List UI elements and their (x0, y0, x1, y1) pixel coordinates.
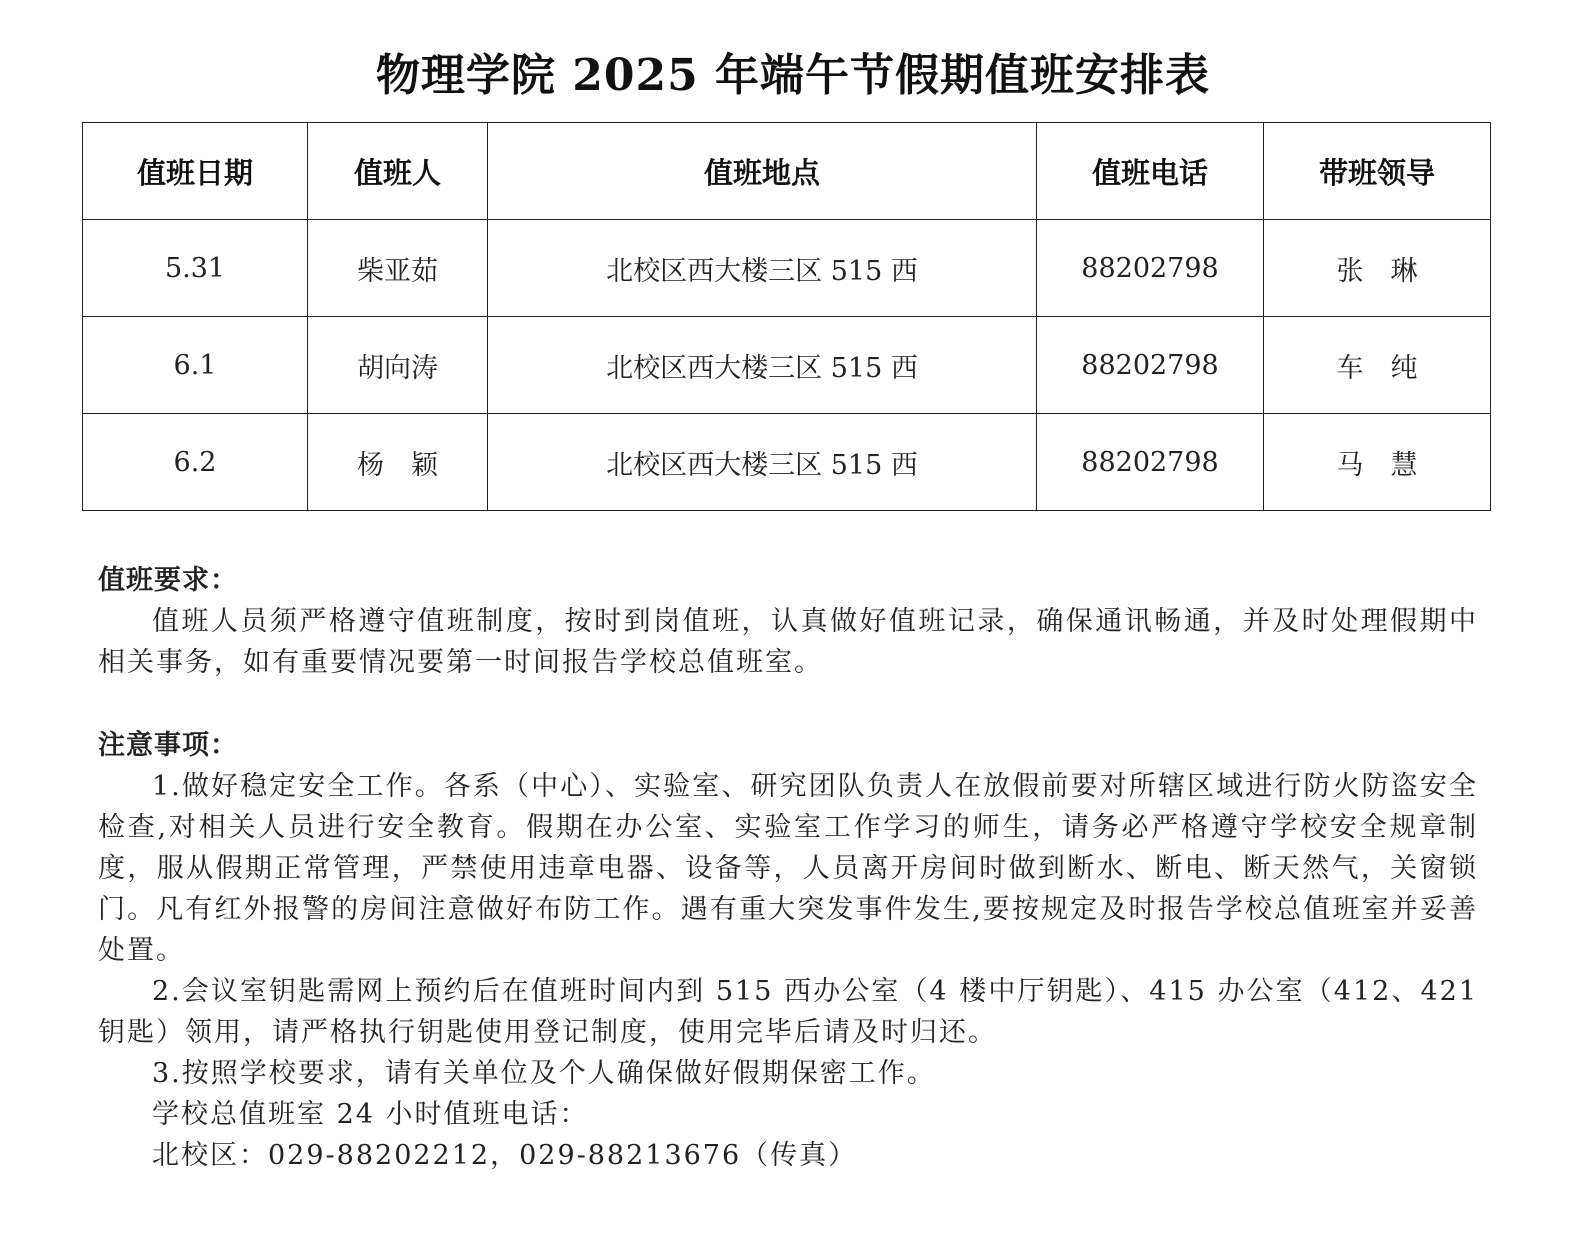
cell-person: 胡向涛 (308, 317, 488, 414)
cell-leader: 车 纯 (1264, 317, 1491, 414)
header-person: 值班人 (308, 123, 488, 220)
cell-date: 6.2 (83, 414, 308, 511)
cell-phone: 88202798 (1037, 220, 1264, 317)
cell-person: 柴亚茹 (308, 220, 488, 317)
page-title: 物理学院 2025 年端午节假期值班安排表 (375, 50, 1211, 101)
duty-schedule-table (82, 122, 1491, 511)
table-row (83, 317, 1491, 414)
cell-date: 5.31 (83, 220, 308, 317)
header-location: 值班地点 (488, 123, 1037, 220)
note-item: 2.会议室钥匙需网上预约后在值班时间内到 515 西办公室（4 楼中厅钥匙）、415 办公室（412、421 钥匙）领用，请严格执行钥匙使用登记制度，使用完毕后请及时归还。 (98, 976, 1478, 1048)
cell-location: 北校区西大楼三区 515 西 (488, 317, 1037, 414)
cell-phone: 88202798 (1037, 317, 1264, 414)
table-row (83, 414, 1491, 511)
table-header-row (83, 123, 1491, 220)
table-row (83, 220, 1491, 317)
cell-phone: 88202798 (1037, 414, 1264, 511)
cell-leader: 马 慧 (1264, 414, 1491, 511)
note-item: 3.按照学校要求，请有关单位及个人确保做好假期保密工作。 (152, 1058, 936, 1089)
cell-location: 北校区西大楼三区 515 西 (488, 414, 1037, 511)
hotline-numbers: 北校区：029-88202212，029-88213676（传真） (152, 1140, 858, 1171)
header-date: 值班日期 (83, 123, 308, 220)
notes-heading: 注意事项： (98, 730, 238, 761)
cell-person: 杨 颖 (308, 414, 488, 511)
header-leader: 带班领导 (1264, 123, 1491, 220)
hotline-label: 学校总值班室 24 小时值班电话： (152, 1099, 589, 1130)
hotline-block (98, 1094, 1478, 1176)
cell-leader: 张 琳 (1264, 220, 1491, 317)
header-phone: 值班电话 (1037, 123, 1264, 220)
notes-section (98, 725, 1478, 1176)
requirements-heading: 值班要求： (98, 565, 238, 596)
cell-date: 6.1 (83, 317, 308, 414)
requirements-text: 值班人员须严格遵守值班制度，按时到岗值班，认真做好值班记录，确保通讯畅通，并及时处理假期中相关事务，如有重要情况要第一时间报告学校总值班室。 (98, 606, 1478, 678)
cell-location: 北校区西大楼三区 515 西 (488, 220, 1037, 317)
requirements-section (98, 560, 1478, 683)
note-item: 1.做好稳定安全工作。各系（中心）、实验室、研究团队负责人在放假前要对所辖区域进行防火防盗安全检查,对相关人员进行安全教育。假期在办公室、实验室工作学习的师生，请务必严格遵守学校安全规章制度，服从假期正常管理，严禁使用违章电器、设备等，人员离开房间时做到断水、断电、断天然气，关窗锁门。凡有红外报警的房间注意做好布防工作。遇有重大突发事件发生,要按规定及时报告学校总值班室并妥善处置。 (98, 771, 1478, 966)
